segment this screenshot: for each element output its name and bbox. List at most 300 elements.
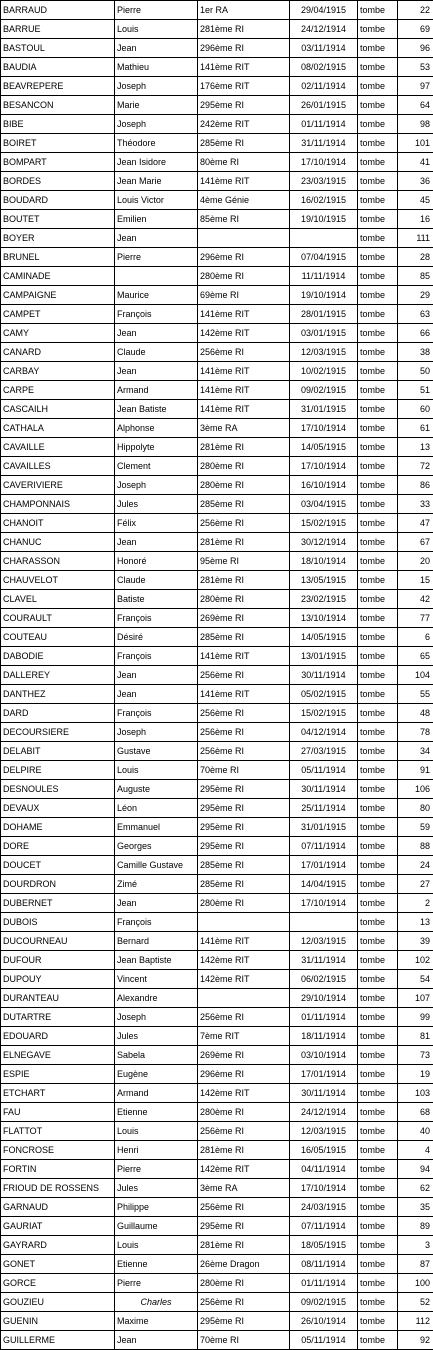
first-name-cell: Zimé (115, 875, 198, 894)
surname-cell: CARPE (1, 381, 115, 400)
table-row (1, 647, 433, 666)
table-row (1, 305, 433, 324)
table-row (1, 381, 433, 400)
date-cell: 30/11/1914 (290, 780, 358, 799)
table-row (1, 533, 433, 552)
surname-cell: CAMPET (1, 305, 115, 324)
date-cell: 19/10/1915 (290, 210, 358, 229)
unit-cell: 281ème RI (198, 571, 290, 590)
surname-cell: CARBAY (1, 362, 115, 381)
table-row (1, 932, 433, 951)
date-cell (290, 913, 358, 932)
first-name-cell: Louis (115, 1122, 198, 1141)
grave-number-cell: 13 (398, 913, 433, 932)
grave-number-cell: 104 (398, 666, 433, 685)
table-row (1, 286, 433, 305)
first-name-cell: Alphonse (115, 419, 198, 438)
status-cell: tombe (358, 590, 398, 609)
table-row (1, 1198, 433, 1217)
surname-cell: CHAUVELOT (1, 571, 115, 590)
grave-number-cell: 88 (398, 837, 433, 856)
table-row (1, 685, 433, 704)
first-name-cell: Hippolyte (115, 438, 198, 457)
date-cell: 04/12/1914 (290, 723, 358, 742)
unit-cell (198, 989, 290, 1008)
table-row (1, 153, 433, 172)
date-cell: 17/10/1914 (290, 1179, 358, 1198)
first-name-cell: Honoré (115, 552, 198, 571)
grave-number-cell: 51 (398, 381, 433, 400)
first-name-cell: Jean (115, 324, 198, 343)
date-cell: 07/11/1914 (290, 837, 358, 856)
date-cell: 25/11/1914 (290, 799, 358, 818)
first-name-cell: Jean (115, 666, 198, 685)
surname-cell: GOUZIEU (1, 1293, 115, 1312)
grave-number-cell: 35 (398, 1198, 433, 1217)
unit-cell: 70ème RI (198, 1331, 290, 1350)
unit-cell: 269ème RI (198, 609, 290, 628)
first-name-cell: Joseph (115, 77, 198, 96)
grave-number-cell: 72 (398, 457, 433, 476)
status-cell: tombe (358, 1, 398, 20)
first-name-cell: Pierre (115, 1, 198, 20)
surname-cell: GUENIN (1, 1312, 115, 1331)
first-name-cell: Marie (115, 96, 198, 115)
surname-cell: DELABIT (1, 742, 115, 761)
date-cell: 24/03/1915 (290, 1198, 358, 1217)
grave-number-cell: 69 (398, 20, 433, 39)
unit-cell: 80ème RI (198, 153, 290, 172)
first-name-cell: Etienne (115, 1255, 198, 1274)
date-cell: 31/11/1914 (290, 951, 358, 970)
first-name-cell: Jean (115, 533, 198, 552)
date-cell: 17/01/1914 (290, 856, 358, 875)
table-row (1, 1065, 433, 1084)
unit-cell: 296ème RI (198, 248, 290, 267)
surname-cell: DOURDRON (1, 875, 115, 894)
grave-number-cell: 101 (398, 134, 433, 153)
grave-number-cell: 47 (398, 514, 433, 533)
status-cell: tombe (358, 96, 398, 115)
status-cell: tombe (358, 723, 398, 742)
status-cell: tombe (358, 476, 398, 495)
date-cell: 17/01/1914 (290, 1065, 358, 1084)
grave-number-cell: 80 (398, 799, 433, 818)
unit-cell: 141ème RIT (198, 172, 290, 191)
unit-cell: 69ème RI (198, 286, 290, 305)
surname-cell: DORE (1, 837, 115, 856)
table-row (1, 210, 433, 229)
first-name-cell: Désiré (115, 628, 198, 647)
status-cell: tombe (358, 267, 398, 286)
grave-number-cell: 67 (398, 533, 433, 552)
grave-number-cell: 24 (398, 856, 433, 875)
first-name-cell: Pierre (115, 248, 198, 267)
unit-cell: 256ème RI (198, 514, 290, 533)
grave-number-cell: 36 (398, 172, 433, 191)
date-cell: 31/01/1915 (290, 400, 358, 419)
grave-number-cell: 22 (398, 1, 433, 20)
status-cell: tombe (358, 685, 398, 704)
first-name-cell: Joseph (115, 723, 198, 742)
table-row (1, 723, 433, 742)
date-cell: 15/02/1915 (290, 514, 358, 533)
status-cell: tombe (358, 495, 398, 514)
surname-cell: CANARD (1, 343, 115, 362)
date-cell: 14/05/1915 (290, 438, 358, 457)
table-row (1, 970, 433, 989)
surname-cell: FONCROSE (1, 1141, 115, 1160)
table-row (1, 172, 433, 191)
table-row (1, 894, 433, 913)
unit-cell: 281ème RI (198, 20, 290, 39)
table-row (1, 913, 433, 932)
table-row (1, 191, 433, 210)
status-cell: tombe (358, 533, 398, 552)
table-row (1, 1027, 433, 1046)
surname-cell: BASTOUL (1, 39, 115, 58)
surname-cell: FAU (1, 1103, 115, 1122)
first-name-cell: Jean Baptiste (115, 951, 198, 970)
date-cell: 16/02/1915 (290, 191, 358, 210)
unit-cell: 256ème RI (198, 1122, 290, 1141)
unit-cell: 256ème RI (198, 723, 290, 742)
grave-number-cell: 85 (398, 267, 433, 286)
unit-cell: 280ème RI (198, 1274, 290, 1293)
surname-cell: CAMINADE (1, 267, 115, 286)
date-cell: 13/10/1914 (290, 609, 358, 628)
surname-cell: ELNEGAVE (1, 1046, 115, 1065)
unit-cell: 280ème RI (198, 1103, 290, 1122)
surname-cell: DUBERNET (1, 894, 115, 913)
unit-cell (198, 913, 290, 932)
date-cell: 16/10/1914 (290, 476, 358, 495)
first-name-cell: Vincent (115, 970, 198, 989)
grave-number-cell: 89 (398, 1217, 433, 1236)
status-cell: tombe (358, 343, 398, 362)
unit-cell: 7ème RIT (198, 1027, 290, 1046)
date-cell: 06/02/1915 (290, 970, 358, 989)
table-row (1, 1103, 433, 1122)
date-cell: 30/12/1914 (290, 533, 358, 552)
status-cell: tombe (358, 704, 398, 723)
table-row (1, 77, 433, 96)
unit-cell: 295ème RI (198, 96, 290, 115)
date-cell: 01/11/1914 (290, 1274, 358, 1293)
table-body (1, 1, 433, 1350)
first-name-cell: François (115, 913, 198, 932)
first-name-cell: Louis (115, 1236, 198, 1255)
grave-number-cell: 91 (398, 761, 433, 780)
status-cell: tombe (358, 20, 398, 39)
date-cell: 17/10/1914 (290, 153, 358, 172)
surname-cell: DANTHEZ (1, 685, 115, 704)
first-name-cell: Armand (115, 381, 198, 400)
date-cell: 05/11/1914 (290, 761, 358, 780)
unit-cell: 26ème Dragon (198, 1255, 290, 1274)
grave-number-cell: 55 (398, 685, 433, 704)
date-cell: 28/01/1915 (290, 305, 358, 324)
surname-cell: DESNOULES (1, 780, 115, 799)
status-cell: tombe (358, 894, 398, 913)
status-cell: tombe (358, 856, 398, 875)
surname-cell: DALLEREY (1, 666, 115, 685)
status-cell: tombe (358, 1331, 398, 1350)
first-name-cell: Gustave (115, 742, 198, 761)
date-cell: 31/01/1915 (290, 818, 358, 837)
status-cell: tombe (358, 628, 398, 647)
grave-number-cell: 40 (398, 1122, 433, 1141)
status-cell: tombe (358, 77, 398, 96)
date-cell: 08/02/1915 (290, 58, 358, 77)
table-row (1, 1179, 433, 1198)
status-cell: tombe (358, 58, 398, 77)
status-cell: tombe (358, 647, 398, 666)
date-cell: 08/11/1914 (290, 1255, 358, 1274)
unit-cell: 95ème RI (198, 552, 290, 571)
table-row (1, 324, 433, 343)
grave-number-cell: 4 (398, 1141, 433, 1160)
table-row (1, 400, 433, 419)
status-cell: tombe (358, 1103, 398, 1122)
surname-cell: BAUDIA (1, 58, 115, 77)
unit-cell: 281ème RI (198, 438, 290, 457)
unit-cell: 280ème RI (198, 894, 290, 913)
first-name-cell: François (115, 647, 198, 666)
status-cell: tombe (358, 39, 398, 58)
grave-number-cell: 20 (398, 552, 433, 571)
status-cell: tombe (358, 666, 398, 685)
surname-cell: CAVERIVIERE (1, 476, 115, 495)
first-name-cell: Jean Marie (115, 172, 198, 191)
unit-cell: 295ème RI (198, 780, 290, 799)
status-cell: tombe (358, 191, 398, 210)
first-name-cell: Henri (115, 1141, 198, 1160)
first-name-cell: Jean (115, 894, 198, 913)
status-cell: tombe (358, 1293, 398, 1312)
first-name-cell: Jean (115, 362, 198, 381)
date-cell: 13/05/1915 (290, 571, 358, 590)
table-row (1, 1255, 433, 1274)
status-cell: tombe (358, 951, 398, 970)
surname-cell: BRUNEL (1, 248, 115, 267)
table-row (1, 951, 433, 970)
table-row (1, 1141, 433, 1160)
unit-cell: 141ème RIT (198, 362, 290, 381)
status-cell: tombe (358, 248, 398, 267)
first-name-cell: Jules (115, 495, 198, 514)
surname-cell: DUBOIS (1, 913, 115, 932)
surname-cell: DABODIE (1, 647, 115, 666)
table-row (1, 1312, 433, 1331)
surname-cell: CAMPAIGNE (1, 286, 115, 305)
table-row (1, 628, 433, 647)
table-row (1, 856, 433, 875)
surname-cell: CATHALA (1, 419, 115, 438)
first-name-cell: Joseph (115, 1008, 198, 1027)
table-row (1, 343, 433, 362)
first-name-cell: Philippe (115, 1198, 198, 1217)
date-cell: 18/05/1915 (290, 1236, 358, 1255)
unit-cell: 141ème RIT (198, 685, 290, 704)
date-cell: 12/03/1915 (290, 932, 358, 951)
surname-cell: DEVAUX (1, 799, 115, 818)
surname-cell: BOUDARD (1, 191, 115, 210)
date-cell: 24/12/1914 (290, 20, 358, 39)
table-row (1, 1217, 433, 1236)
grave-number-cell: 41 (398, 153, 433, 172)
date-cell: 14/04/1915 (290, 875, 358, 894)
table-row (1, 780, 433, 799)
date-cell: 10/02/1915 (290, 362, 358, 381)
date-cell: 03/04/1915 (290, 495, 358, 514)
status-cell: tombe (358, 552, 398, 571)
table-row (1, 58, 433, 77)
date-cell: 04/11/1914 (290, 1160, 358, 1179)
status-cell: tombe (358, 1198, 398, 1217)
surname-cell: ESPIE (1, 1065, 115, 1084)
date-cell: 09/02/1915 (290, 381, 358, 400)
surname-cell: CHANOIT (1, 514, 115, 533)
status-cell: tombe (358, 818, 398, 837)
grave-number-cell: 33 (398, 495, 433, 514)
first-name-cell: Claude (115, 343, 198, 362)
status-cell: tombe (358, 1046, 398, 1065)
status-cell: tombe (358, 153, 398, 172)
table-row (1, 229, 433, 248)
surname-cell: GORCE (1, 1274, 115, 1293)
date-cell: 11/11/1914 (290, 267, 358, 286)
first-name-cell: Jules (115, 1027, 198, 1046)
grave-number-cell: 59 (398, 818, 433, 837)
surname-cell: DOHAME (1, 818, 115, 837)
date-cell: 03/10/1914 (290, 1046, 358, 1065)
status-cell: tombe (358, 932, 398, 951)
date-cell: 19/10/1914 (290, 286, 358, 305)
first-name-cell: Eugène (115, 1065, 198, 1084)
grave-number-cell: 98 (398, 115, 433, 134)
status-cell: tombe (358, 438, 398, 457)
surname-cell: COUTEAU (1, 628, 115, 647)
date-cell: 29/04/1915 (290, 1, 358, 20)
grave-number-cell: 15 (398, 571, 433, 590)
date-cell: 17/10/1914 (290, 419, 358, 438)
unit-cell: 242ème RIT (198, 115, 290, 134)
unit-cell: 269ème RI (198, 1046, 290, 1065)
unit-cell: 296ème RI (198, 39, 290, 58)
unit-cell: 256ème RI (198, 343, 290, 362)
table-row (1, 818, 433, 837)
surname-cell: CASCAILH (1, 400, 115, 419)
status-cell: tombe (358, 970, 398, 989)
surname-cell: BIBE (1, 115, 115, 134)
surname-cell: DECOURSIERE (1, 723, 115, 742)
grave-number-cell: 97 (398, 77, 433, 96)
surname-cell: CAMY (1, 324, 115, 343)
table-row (1, 267, 433, 286)
unit-cell: 3ème RA (198, 419, 290, 438)
first-name-cell: Clement (115, 457, 198, 476)
status-cell: tombe (358, 229, 398, 248)
first-name-cell: Maxime (115, 1312, 198, 1331)
table-row (1, 609, 433, 628)
status-cell: tombe (358, 362, 398, 381)
status-cell: tombe (358, 1217, 398, 1236)
grave-number-cell: 68 (398, 1103, 433, 1122)
unit-cell: 281ème RI (198, 533, 290, 552)
date-cell: 29/10/1914 (290, 989, 358, 1008)
unit-cell: 4ème Génie (198, 191, 290, 210)
first-name-cell: Pierre (115, 1274, 198, 1293)
table-row (1, 704, 433, 723)
date-cell: 05/11/1914 (290, 1331, 358, 1350)
surname-cell: FRIOUD DE ROSSENS (1, 1179, 115, 1198)
first-name-cell: Georges (115, 837, 198, 856)
first-name-cell: Léon (115, 799, 198, 818)
grave-number-cell: 86 (398, 476, 433, 495)
unit-cell: 142ème RIT (198, 970, 290, 989)
grave-number-cell: 96 (398, 39, 433, 58)
date-cell: 26/01/1915 (290, 96, 358, 115)
status-cell: tombe (358, 381, 398, 400)
grave-number-cell: 39 (398, 932, 433, 951)
unit-cell: 141ème RIT (198, 647, 290, 666)
date-cell: 23/03/1915 (290, 172, 358, 191)
surname-cell: GAYRARD (1, 1236, 115, 1255)
unit-cell: 280ème RI (198, 267, 290, 286)
grave-number-cell: 77 (398, 609, 433, 628)
grave-number-cell: 45 (398, 191, 433, 210)
date-cell: 07/04/1915 (290, 248, 358, 267)
unit-cell: 256ème RI (198, 1008, 290, 1027)
unit-cell: 280ème RI (198, 457, 290, 476)
unit-cell: 141ème RIT (198, 381, 290, 400)
status-cell: tombe (358, 1274, 398, 1293)
grave-number-cell: 61 (398, 419, 433, 438)
grave-number-cell: 102 (398, 951, 433, 970)
surname-cell: GUILLERME (1, 1331, 115, 1350)
first-name-cell: Auguste (115, 780, 198, 799)
surname-cell: EDOUARD (1, 1027, 115, 1046)
grave-number-cell: 53 (398, 58, 433, 77)
first-name-cell: Louis Victor (115, 191, 198, 210)
table-row (1, 39, 433, 58)
grave-number-cell: 42 (398, 590, 433, 609)
first-name-cell: Claude (115, 571, 198, 590)
surname-cell: FORTIN (1, 1160, 115, 1179)
grave-number-cell: 54 (398, 970, 433, 989)
grave-number-cell: 92 (398, 1331, 433, 1350)
table-row (1, 514, 433, 533)
unit-cell: 142ème RIT (198, 324, 290, 343)
surname-cell: CAVAILLE (1, 438, 115, 457)
first-name-cell: François (115, 704, 198, 723)
grave-number-cell: 78 (398, 723, 433, 742)
surname-cell: DUPOUY (1, 970, 115, 989)
grave-number-cell: 100 (398, 1274, 433, 1293)
grave-number-cell: 106 (398, 780, 433, 799)
unit-cell: 295ème RI (198, 799, 290, 818)
unit-cell: 3ème RA (198, 1179, 290, 1198)
status-cell: tombe (358, 1255, 398, 1274)
status-cell: tombe (358, 837, 398, 856)
date-cell: 23/02/1915 (290, 590, 358, 609)
date-cell: 24/12/1914 (290, 1103, 358, 1122)
status-cell: tombe (358, 286, 398, 305)
surname-cell: GAURIAT (1, 1217, 115, 1236)
surname-cell: DOUCET (1, 856, 115, 875)
date-cell: 27/03/1915 (290, 742, 358, 761)
